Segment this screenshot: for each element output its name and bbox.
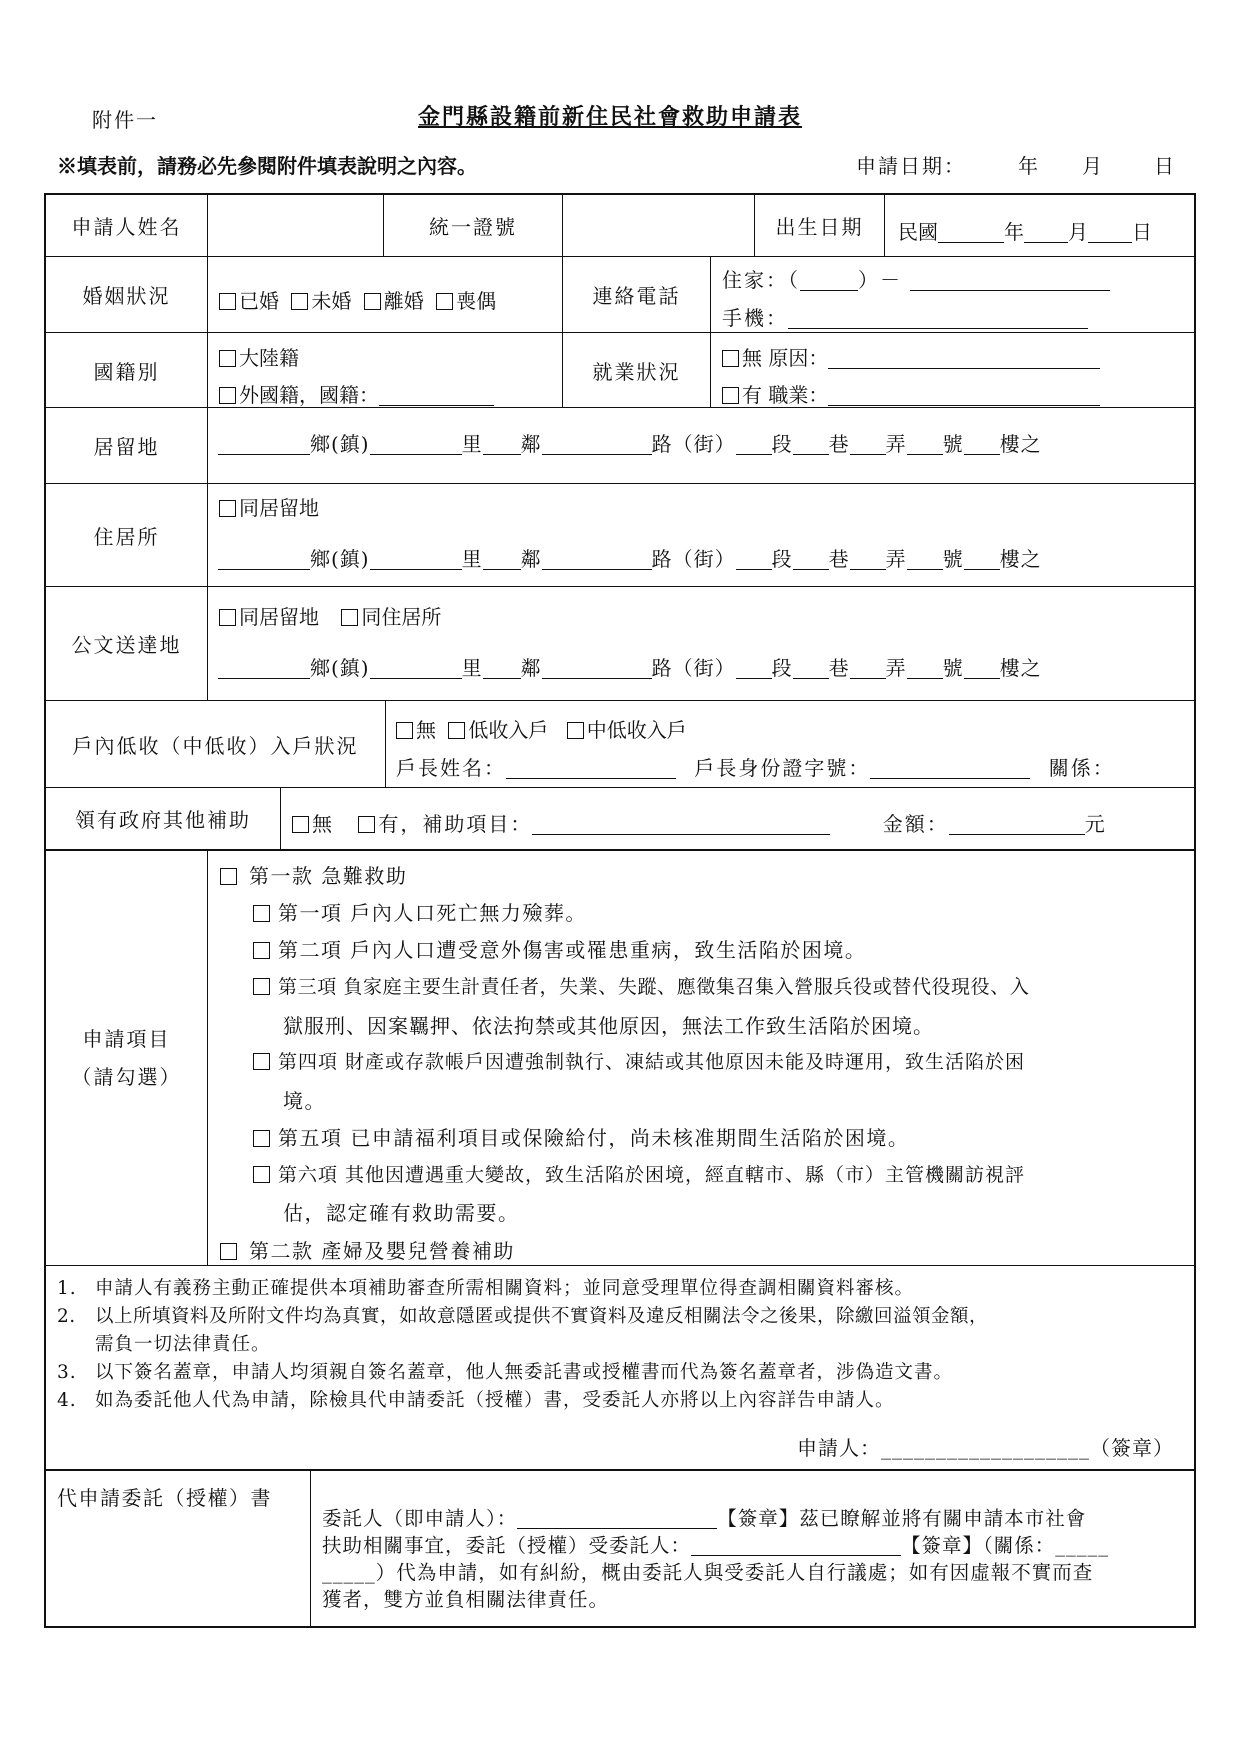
attachment-label: 附件一 [92, 108, 158, 132]
employed-checkbox[interactable] [722, 387, 739, 404]
dwelling-label: 住居所 [93, 524, 160, 549]
proxy-line-4: 獲者，雙方並負相關法律責任。 [322, 1588, 610, 1611]
applicant-signature-row: 申請人：___________________（簽章） [797, 1436, 1174, 1460]
delivery-same-dwelling-checkbox[interactable] [341, 609, 358, 626]
subsidy-has-checkbox[interactable] [358, 816, 375, 833]
item5-option: 第五項 已申請福利項目或保險給付，尚未核准期間生活陷於困境。 [253, 1122, 909, 1151]
item3-checkbox[interactable] [253, 978, 270, 995]
application-date-label: 申請日期： [856, 154, 966, 178]
foreign-option: 外國籍，國籍： [219, 379, 494, 408]
single-checkbox[interactable] [291, 293, 308, 310]
household-head-id-field[interactable] [870, 758, 1030, 779]
unified-id-field[interactable] [563, 194, 753, 256]
note-2-continued: 需負一切法律責任。 [95, 1334, 271, 1355]
section2-option: 第二款 產婦及嬰兒營養補助 [220, 1235, 515, 1264]
residence-address-field[interactable]: 鄉(鎮) 里 鄰 路（街） 段 巷 弄 號 樓之 [218, 428, 1042, 457]
employed-option: 有 職業： [722, 379, 1100, 408]
other-subsidy-options: 無 有，補助項目： 金額： 元 [292, 808, 1107, 837]
item3-continued: 獄服刑、因案羈押、依法拘禁或其他原因，無法工作致生活陷於困境。 [283, 1014, 934, 1038]
foreign-nationality-field[interactable] [379, 385, 494, 406]
note-2: 2. 以上所填資料及所附文件均為真實，如故意隱匿或提供不實資料及違反相關法令之後果，除繳回溢領金額， [57, 1306, 989, 1327]
foreign-checkbox[interactable] [219, 387, 236, 404]
dwelling-address-field[interactable]: 鄉(鎮) 里 鄰 路（街） 段 巷 弄 號 樓之 [218, 543, 1042, 572]
section1-checkbox[interactable] [220, 868, 237, 885]
marital-status-label: 婚姻狀況 [82, 284, 171, 308]
proxy-authorization-label: 代申請委託（授權）書 [57, 1486, 272, 1510]
section1-option: 第一款 急難救助 [220, 860, 407, 889]
note-3: 3. 以下簽名蓋章，申請人均須親自簽名蓋章，他人無委託書或授權書而代為簽名蓋章者，涉偽造文書。 [57, 1362, 954, 1383]
household-head-row: 戶長姓名： 戶長身份證字號： 關係： [396, 756, 1115, 780]
dwelling-same-option: 同居留地 [219, 492, 319, 521]
application-date-month: 月 [1082, 154, 1102, 178]
delivery-address-label: 公文送達地 [71, 633, 182, 657]
birth-month-label: 月 [1068, 220, 1088, 244]
low-income-options: 無 低收入戶 中低收入戶 [396, 714, 687, 743]
dwelling-same-checkbox[interactable] [219, 500, 236, 517]
section2-checkbox[interactable] [220, 1243, 237, 1260]
application-date-day: 日 [1154, 154, 1174, 178]
application-items-label: 申請項目 （請勾選） [71, 1026, 182, 1089]
low-income-status-label: 戶內低收（中低收）入戶狀況 [72, 733, 359, 758]
phone-label: 連絡電話 [592, 284, 681, 308]
unemployed-reason-field[interactable] [828, 348, 1100, 369]
item4-checkbox[interactable] [253, 1053, 270, 1070]
mainland-checkbox[interactable] [219, 350, 236, 367]
widowed-checkbox[interactable] [436, 293, 453, 310]
low-income-none-checkbox[interactable] [396, 722, 413, 739]
delegator-name-field[interactable] [517, 1508, 717, 1529]
note-4: 4. 如為委託他人代為申請，除檢具代申請委託（授權）書，受委託人亦將以上內容詳告申請人。 [57, 1390, 895, 1411]
household-head-name-field[interactable] [506, 758, 676, 779]
birth-day-label: 日 [1132, 220, 1152, 244]
proxy-line-2: 扶助相關事宜，委託（授權）受委託人： 【簽章】（關係：_____ [322, 1534, 1110, 1557]
item4-continued: 境。 [283, 1089, 326, 1113]
occupation-field[interactable] [828, 385, 1100, 406]
mobile-phone-field[interactable]: 手機： [722, 302, 1088, 331]
item6-continued: 估，認定確有救助需要。 [283, 1201, 520, 1225]
married-checkbox[interactable] [219, 293, 236, 310]
marital-options: 已婚 未婚 離婚 喪偶 [219, 285, 496, 314]
home-phone-field[interactable]: 住家：（ ）－ [722, 264, 1110, 293]
proxy-line-1: 委託人（即申請人）： 【簽章】茲已瞭解並將有關申請本市社會 [322, 1507, 1087, 1530]
item3-option: 第三項 負家庭主要生計責任者，失業、失蹤、應徵集召集入營服兵役或替代役現役、入 [253, 972, 1029, 999]
low-income-household-checkbox[interactable] [448, 722, 465, 739]
item6-option: 第六項 其他因遭遇重大變故，致生活陷於困境，經直轄市、縣（市）主管機關訪視評 [253, 1160, 1025, 1187]
note-1: 1. 申請人有義務主動正確提供本項補助審查所需相關資料；並同意受理單位得查調相關資料審核。 [57, 1278, 915, 1299]
item1-option: 第一項 戶內人口死亡無力殮葬。 [253, 897, 587, 926]
delivery-address-field[interactable]: 鄉(鎮) 里 鄰 路（街） 段 巷 弄 號 樓之 [218, 652, 1042, 681]
employment-label: 就業狀況 [592, 359, 681, 384]
applicant-signature-field[interactable]: ___________________ [881, 1436, 1090, 1460]
birth-date-label: 出生日期 [775, 214, 864, 239]
delivery-same-options: 同居留地 同住居所 [219, 601, 441, 630]
unemployed-option: 無 原因： [722, 342, 1100, 371]
residence-label: 居留地 [93, 435, 160, 459]
delegate-name-field[interactable] [691, 1535, 901, 1556]
application-date-year: 年 [1018, 154, 1038, 178]
item6-checkbox[interactable] [253, 1166, 270, 1183]
mainland-option: 大陸籍 [219, 342, 299, 371]
item5-checkbox[interactable] [253, 1130, 270, 1147]
form-title: 金門縣設籍前新住民社會救助申請表 [418, 104, 803, 130]
item1-checkbox[interactable] [253, 905, 270, 922]
applicant-name-field[interactable] [208, 194, 382, 256]
divorced-checkbox[interactable] [364, 293, 381, 310]
applicant-name-label: 申請人姓名 [71, 214, 182, 239]
mid-low-income-household-checkbox[interactable] [567, 722, 584, 739]
nationality-label: 國籍別 [93, 359, 160, 384]
item2-option: 第二項 戶內人口遭受意外傷害或罹患重病，致生活陷於困境。 [253, 934, 866, 963]
delivery-same-residence-checkbox[interactable] [219, 609, 236, 626]
birth-roc-label: 民國 [898, 220, 938, 244]
other-subsidy-label: 領有政府其他補助 [75, 808, 251, 832]
proxy-line-3: _____）代為申請，如有糾紛，概由委託人與受委託人自行議處；如有因虛報不實而查 [322, 1561, 1094, 1584]
item4-option: 第四項 財產或存款帳戶因遭強制執行、凍結或其他原因未能及時運用，致生活陷於困 [253, 1047, 1025, 1074]
notice-text: ※填表前，請務必先參閱附件填表說明之內容。 [57, 154, 477, 178]
item2-checkbox[interactable] [253, 942, 270, 959]
birth-date-field[interactable] [898, 216, 1152, 245]
subsidy-amount-field[interactable] [949, 814, 1085, 835]
subsidy-item-field[interactable] [532, 814, 830, 835]
birth-year-label: 年 [1004, 220, 1024, 244]
unified-id-label: 統一證號 [429, 214, 517, 239]
subsidy-none-checkbox[interactable] [292, 816, 309, 833]
unemployed-checkbox[interactable] [722, 350, 739, 367]
